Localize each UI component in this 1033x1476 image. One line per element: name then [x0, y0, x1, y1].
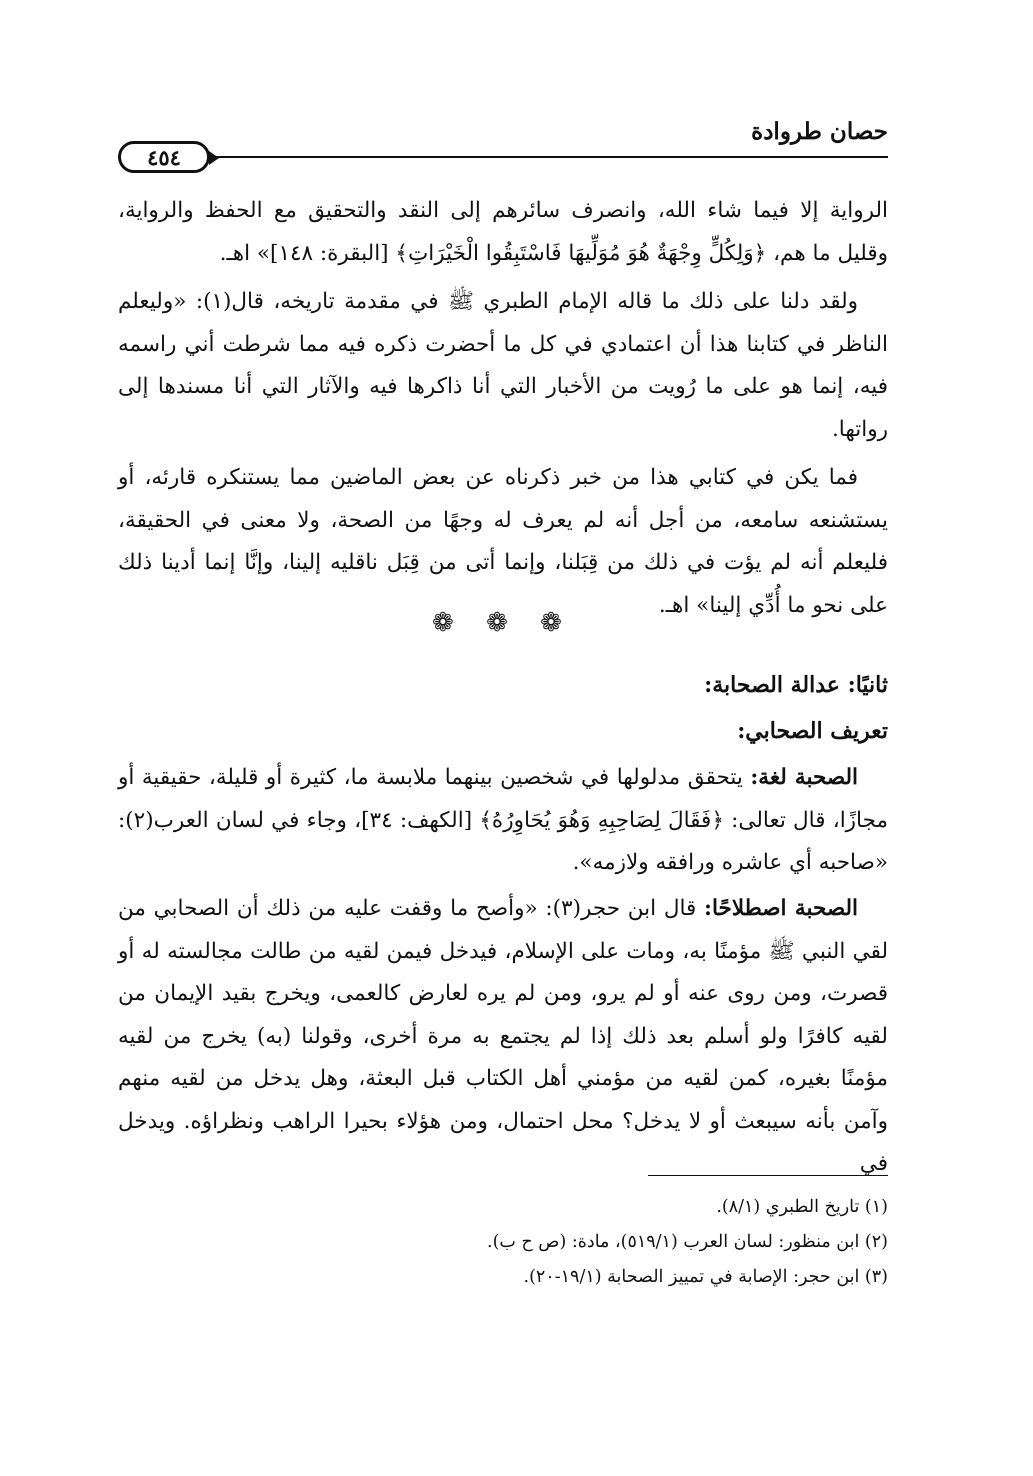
footnote: (١) تاريخ الطبري (٨/١). — [716, 1197, 888, 1217]
definition-label: الصحبة اصطلاحًا: — [704, 896, 858, 921]
definition-label: الصحبة لغة: — [750, 765, 858, 790]
section-separator: ❁ ❁ ❁ — [432, 608, 574, 638]
paragraph: فما يكن في كتابي هذا من خبر ذكرناه عن بعض الماضين مما يستنكره قارئه، أو يستشنعه سامعه، من أجل أنه لم يعرف له وجهًا من الصحة، ولا معنى في الحقيقة، فليعلم أنه لم يؤت في ذلك من قِبَلنا، وإنما أتى من قِبَل ناقليه إلينا، وإنَّا إنما أدينا ذلك على نحو ما أُدِّي إلينا» اهـ. — [118, 465, 888, 618]
definition-language — [118, 757, 888, 885]
definition-text: يتحقق مدلولها في شخصين بينهما ملابسة ما، كثيرة أو قليلة، حقيقية أو مجازًا، قال تعالى: ﴿فَقَالَ لِصَاحِبِهِ وَهُوَ يُحَاوِرُهُ﴾ [الكهف: ٣٤]، وجاء في لسان العرب(٢): «صاحبه أي عاشره ورافقه ولازمه». — [118, 765, 888, 875]
subsection-heading: تعريف الصحابي: — [737, 718, 888, 744]
definition-technical — [118, 888, 888, 1186]
page-number-badge — [118, 141, 210, 173]
main-text — [118, 190, 888, 627]
footnotes — [118, 1190, 888, 1295]
definition-text: قال ابن حجر(٣): «وأصح ما وقفت عليه من ذلك أن الصحابي من لقي النبي ﷺ مؤمنًا به، ومات على الإسلام، فيدخل فيمن لقيه من طالت مجالسته له أو قصرت، ومن روى عنه أو لم يرو، ومن لم يره لعارض كالعمى، ويخرج بقيد الإيمان من لقيه كافرًا ولو أسلم بعد ذلك إذا لم يجتمع به مرة أخرى، وقولنا (به) يخرج من لقيه مؤمنًا بغيره، كمن لقيه من مؤمني أهل الكتاب قبل البعثة، وهل يدخل من لقيه منهم وآمن بأنه سيبعث أو لا يدخل؟ محل احتمال، ومن هؤلاء بحيرا الراهب ونظراؤه. ويدخل في — [118, 896, 888, 1176]
header-rule — [118, 156, 888, 158]
section-heading: ثانيًا: عدالة الصحابة: — [704, 672, 888, 698]
page-number: ٤٥٤ — [147, 144, 181, 170]
footnote: (٢) ابن منظور: لسان العرب (٥١٩/١)، مادة: (ص ح ب). — [487, 1232, 888, 1252]
book-title: حصان طروادة — [751, 118, 888, 145]
footnote-rule — [648, 1175, 888, 1176]
paragraph: الرواية إلا فيما شاء الله، وانصرف سائرهم إلى النقد والتحقيق مع الحفظ والرواية، وقليل ما هم، ﴿وَلِكُلٍّ وِجْهَةٌ هُوَ مُوَلِّيهَا فَاسْتَبِقُوا الْخَيْرَاتِ﴾ [البقرة: ١٤٨]» اهـ. — [118, 198, 888, 266]
page-header — [118, 118, 888, 178]
paragraph: ولقد دلنا على ذلك ما قاله الإمام الطبري ﷺ في مقدمة تاريخه، قال(١): «وليعلم الناظر في كتابنا هذا أن اعتمادي في كل ما أحضرت ذكره فيه مما شرطت أني راسمه فيه، إنما هو على ما رُويت من الأخبار التي أنا ذاكرها فيه والآثار التي أنا مسندها إلى رواتها. — [118, 289, 888, 442]
footnote: (٣) ابن حجر: الإصابة في تمييز الصحابة (١٩/١-٢٠). — [523, 1267, 888, 1287]
